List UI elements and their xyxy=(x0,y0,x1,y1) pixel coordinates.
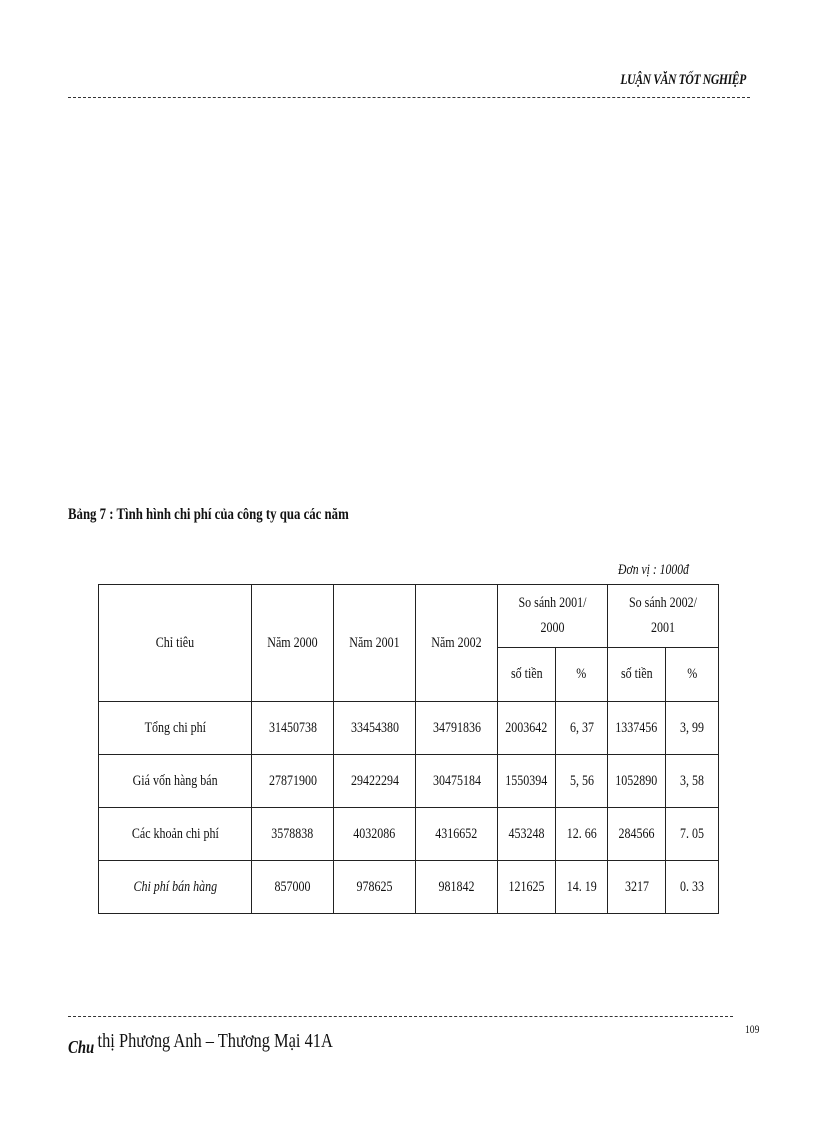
header-divider xyxy=(68,97,750,98)
cell-2000: 31450738 xyxy=(252,702,334,755)
cell-diff-2001: 453248 xyxy=(498,808,556,861)
cell-2001: 33454380 xyxy=(334,702,416,755)
cell-2000: 3578838 xyxy=(252,808,334,861)
header-title: LUẬN VĂN TỐT NGHIỆP xyxy=(620,72,746,88)
table-caption: Bảng 7 : Tình hình chi phí của công ty qua các năm xyxy=(68,506,349,523)
cell-pct-2001: 5, 56 xyxy=(556,755,608,808)
header-compare-2002-2001: So sánh 2002/ 2001 xyxy=(608,585,719,648)
table-row xyxy=(99,861,719,914)
cell-diff-2001: 2003642 xyxy=(498,702,556,755)
cell-2001: 4032086 xyxy=(334,808,416,861)
cell-diff-2002: 3217 xyxy=(608,861,666,914)
subheader-amount: số tiền xyxy=(498,648,556,702)
subheader-amount: số tiền xyxy=(608,648,666,702)
footer-author xyxy=(68,1030,333,1058)
table-row xyxy=(99,808,719,861)
table-header-row xyxy=(99,585,719,648)
unit-note: Đơn vị : 1000đ xyxy=(618,562,689,578)
row-label: Các khoản chi phí xyxy=(99,808,252,861)
cell-2000: 857000 xyxy=(252,861,334,914)
table-row xyxy=(99,755,719,808)
cell-2002: 4316652 xyxy=(416,808,498,861)
subheader-percent: % xyxy=(666,648,719,702)
subheader-percent: % xyxy=(556,648,608,702)
cell-2002: 34791836 xyxy=(416,702,498,755)
footer-divider xyxy=(68,1016,733,1017)
cell-pct-2002: 3, 99 xyxy=(666,702,719,755)
cell-2000: 27871900 xyxy=(252,755,334,808)
header-2001: Năm 2001 xyxy=(334,585,416,702)
cell-pct-2001: 6, 37 xyxy=(556,702,608,755)
cell-diff-2002: 284566 xyxy=(608,808,666,861)
table-row xyxy=(99,702,719,755)
cell-2002: 30475184 xyxy=(416,755,498,808)
author-text: thị Phương Anh – Thương Mại 41A xyxy=(97,1030,333,1052)
cell-diff-2002: 1337456 xyxy=(608,702,666,755)
row-label: Chi phí bán hàng xyxy=(99,861,252,914)
cell-diff-2002: 1052890 xyxy=(608,755,666,808)
cell-pct-2002: 0. 33 xyxy=(666,861,719,914)
cell-diff-2001: 121625 xyxy=(498,861,556,914)
cell-pct-2001: 14. 19 xyxy=(556,861,608,914)
header-compare-2001-2000: So sánh 2001/ 2000 xyxy=(498,585,608,648)
row-label: Giá vốn hàng bán xyxy=(99,755,252,808)
header-indicator: Chỉ tiêu xyxy=(99,585,252,702)
page-number: 109 xyxy=(745,1022,760,1036)
cost-table xyxy=(98,584,719,914)
author-logo: Chu xyxy=(68,1037,95,1057)
header-2000: Năm 2000 xyxy=(252,585,334,702)
cell-pct-2002: 3, 58 xyxy=(666,755,719,808)
row-label: Tổng chi phí xyxy=(99,702,252,755)
cell-2001: 978625 xyxy=(334,861,416,914)
cell-pct-2001: 12. 66 xyxy=(556,808,608,861)
cell-2002: 981842 xyxy=(416,861,498,914)
header-2002: Năm 2002 xyxy=(416,585,498,702)
cell-diff-2001: 1550394 xyxy=(498,755,556,808)
cell-2001: 29422294 xyxy=(334,755,416,808)
cell-pct-2002: 7. 05 xyxy=(666,808,719,861)
